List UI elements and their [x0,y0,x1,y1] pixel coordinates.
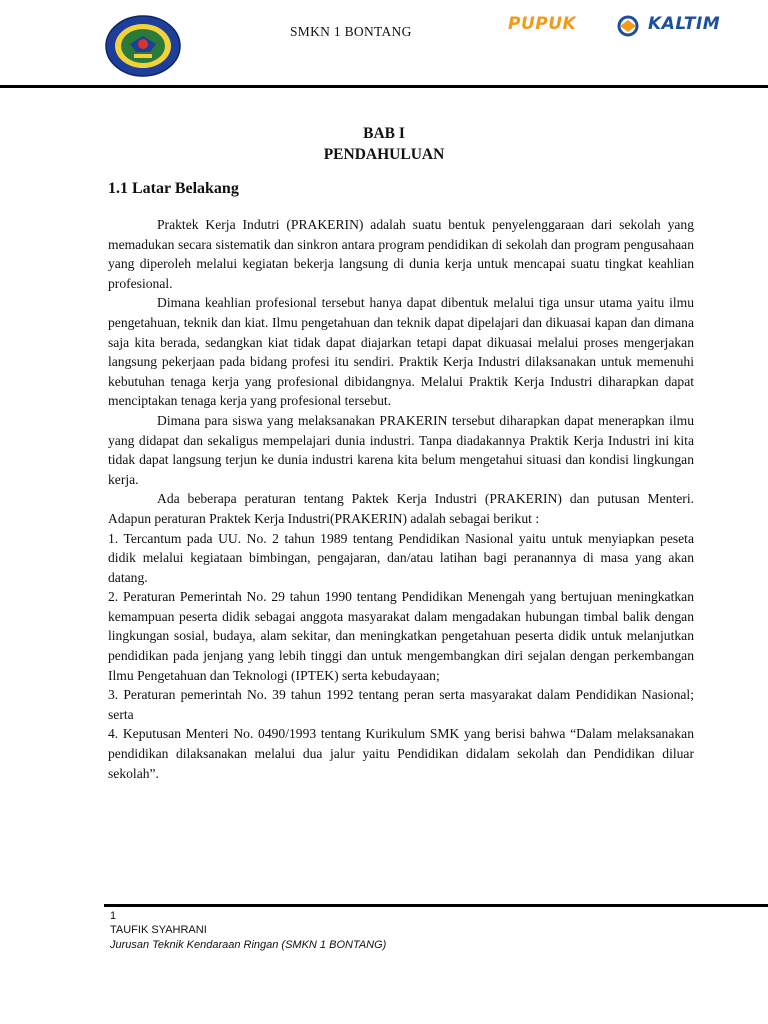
document-body [108,215,694,783]
page-number: 1 [110,910,117,922]
paragraph: Dimana keahlian profesional tersebut hanya dapat dibentuk melalui tiga unsur utama yaitu ilmu pengetahuan, teknik dan kiat. Ilmu pengetahuan dan teknik dapat dipelajari dan dikuasai kapan dan dimana saja kita berada, sedangkan kiat tidak dapat diajarkan tetapi dapat dikuasai melalui proses mengerjakan langsung pekerjaan pada bidang profesi itu sendiri. Praktik Kerja Industri dilaksanakan untuk memenuhi kebutuhan tenaga kerja yang profesional dibidangnya. Melalui Praktik Kerja Industri diharapkan dapat menciptakan tenaga kerja yang profesional tersebut. [108,295,694,409]
school-emblem-icon [104,14,182,78]
pupuk-kaltim-logo [508,14,730,42]
logo-word-kaltim: KALTIM [648,14,721,34]
chapter-label: BAB I [363,125,405,142]
list-item: 3. Peraturan pemerintah No. 39 tahun 1992 tentang peran serta masyarakat dalam Pendidikan Nasional; serta [108,687,694,722]
footer-divider [104,904,768,907]
footer-author: TAUFIK SYAHRANI [110,924,207,936]
chapter-title: PENDAHULUAN [323,146,445,163]
header-divider [0,85,768,88]
pupuk-kaltim-logo-icon [616,15,640,37]
paragraph: Dimana para siswa yang melaksanakan PRAKERIN tersebut diharapkan dapat menerapkan ilmu yang didapat dan sekaligus mempelajari dunia industri. Tanpa diadakannya Praktik Kerja Industri ini kita tidak dapat langsung terjun ke dunia industri karena kita belum mengetahui situasi dan kondisi lingkungan kerja. [108,412,694,487]
paragraph: Praktek Kerja Indutri (PRAKERIN) adalah suatu bentuk penyelenggaraan dari sekolah yang memadukan secara sistematik dan sinkron antara program pendidikan di sekolah dan program pengusahaan yang diperoleh melalui kegiatan bekerja langsung di dunia kerja untuk mencapai suatu tingkat keahlian profesional. [108,217,694,291]
header-school-name: SMKN 1 BONTANG [290,24,412,39]
list-item: 2. Peraturan Pemerintah No. 29 tahun 1990 tentang Pendidikan Menengah yang bertujuan meningkatkan kemampuan peserta didik sebagai anggota masyarakat dalam mengadakan hubungan timbal balik dengan lingkungan sosial, budaya, alam sekitar, dan meningkatkan pengetahuan peserta didik untuk melanjutkan pendidikan pada jenjang yang lebih tinggi dan untuk mengembangkan diri sejalan dengan perkembangan Ilmu Pengetahuan dan Teknologi (IPTEK) serta kebudayaan; [108,589,694,683]
list-item: 4. Keputusan Menteri No. 0490/1993 tentang Kurikulum SMK yang berisi bahwa “Dalam melaksanakan pendidikan dilaksanakan melalui dua jalur yaitu Pendidikan didalam sekolah dan Pendidikan diluar sekolah”. [108,726,694,781]
footer-department: Jurusan Teknik Kendaraan Ringan (SMKN 1 BONTANG) [110,939,387,951]
list-item: 1. Tercantum pada UU. No. 2 tahun 1989 tentang Pendidikan Nasional yaitu untuk menyiapkan peseta didik melalui kegiataan bimbingan, pengajaran, dan/atau latihan bagi peranannya di masa yang akan datang. [108,530,694,585]
logo-word-pupuk: PUPUK [508,14,577,34]
section-heading: 1.1 Latar Belakang [108,180,239,197]
paragraph: Ada beberapa peraturan tentang Paktek Kerja Industri (PRAKERIN) dan putusan Menteri. Adapun peraturan Praktek Kerja Industri(PRAKERIN) adalah sebagai berikut : [108,491,694,526]
